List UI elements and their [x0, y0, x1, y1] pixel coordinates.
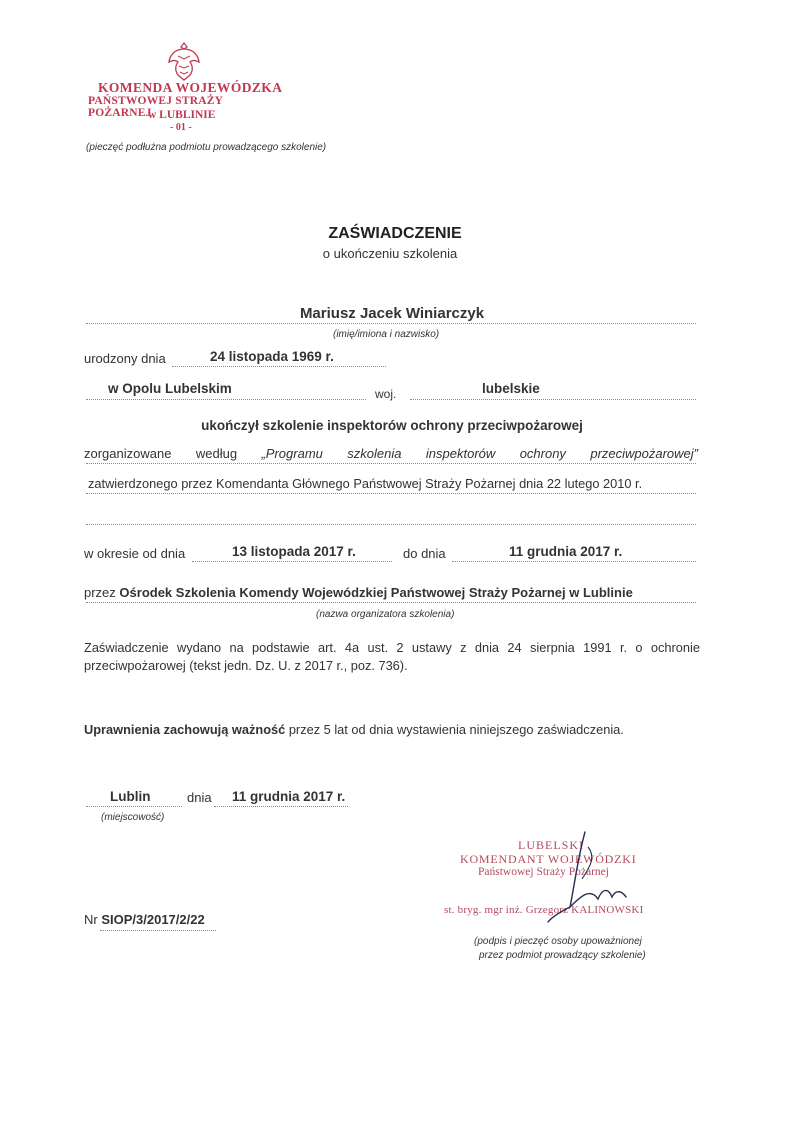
period-from: 13 listopada 2017 r.: [232, 544, 356, 559]
document-subtitle: o ukończeniu szkolenia: [322, 246, 458, 261]
organized-word: według: [195, 446, 238, 461]
handwritten-signature-icon: [530, 827, 640, 927]
organizer-caption: (nazwa organizatora szkolenia): [316, 609, 455, 620]
approved-dots: [86, 493, 696, 494]
validity-bold: Uprawnienia zachowują ważność: [84, 722, 286, 737]
organized-word: przeciwpożarowej”: [590, 446, 698, 461]
voivodeship-label: woj.: [375, 387, 397, 401]
issue-date-dots: [214, 806, 348, 807]
name-dotted-line: [86, 323, 696, 324]
completed-training: ukończył szkolenie inspektorów ochrony przeciwpożarowej: [201, 418, 583, 433]
born-date-dots: [172, 366, 386, 367]
approved-line: zatwierdzonego przez Komendanta Głównego Państwowej Straży Pożarnej dnia 22 lutego 2010 r.: [88, 476, 643, 491]
stamp-line-4: - 01 -: [170, 122, 192, 133]
organizer-name: Ośrodek Szkolenia Komendy Wojewódzkiej Państwowej Straży Pożarnej w Lublinie: [119, 585, 633, 600]
number-label: Nr: [84, 912, 98, 927]
period-label: w okresie od dnia: [84, 546, 186, 561]
organizer-dots: [86, 602, 696, 603]
stamp-line-1: KOMENDA WOJEWÓDZKA: [98, 80, 283, 95]
organized-word: szkolenia: [347, 446, 402, 461]
issue-place-dots: [86, 806, 182, 807]
born-place-dots: [86, 399, 366, 400]
stamp-line-2: PAŃSTWOWEJ STRAŻY POŻARNEJ: [88, 95, 223, 119]
name-caption: (imię/imiona i nazwisko): [333, 329, 440, 340]
number-dots: [100, 930, 216, 931]
voivodeship-dots: [410, 399, 696, 400]
period-to-dots: [452, 561, 696, 562]
place-caption: (miejscowość): [101, 812, 165, 823]
organized-word: inspektorów: [425, 446, 496, 461]
born-date: 24 listopada 1969 r.: [210, 349, 334, 364]
organized-word: „Programu: [261, 446, 323, 461]
signature-caption-2: przez podmiot prowadzący szkolenie): [479, 950, 646, 961]
organized-word: zorganizowane: [84, 446, 172, 461]
issue-day-label: dnia: [187, 790, 212, 805]
sig-stamp-line-3: Państwowej Straży Pożarnej: [478, 866, 609, 878]
number-value: SIOP/3/2017/2/22: [101, 912, 205, 927]
signature-stamp: [440, 835, 680, 945]
document-title: ZAŚWIADCZENIE: [328, 225, 462, 242]
sig-stamp-line-2: KOMENDANT WOJEWÓDZKI: [460, 852, 637, 866]
signature-caption-1: (podpis i pieczęć osoby upoważnionej: [474, 936, 642, 947]
period-to: 11 grudnia 2017 r.: [509, 544, 623, 559]
top-stamp: [88, 40, 288, 140]
legal-basis: Zaświadczenie wydano na podstawie art. 4a ust. 2 ustawy z dnia 24 sierpnia 1991 r. o ochronie przeciwpożarowej (tekst jedn. Dz. U. z 2017 r., poz. 736).: [84, 640, 700, 673]
organized-dots: [86, 463, 696, 464]
born-label: urodzony dnia: [84, 351, 166, 366]
eagle-emblem-icon: [166, 40, 202, 82]
period-to-label: do dnia: [403, 546, 446, 561]
validity-rest: przez 5 lat od dnia wystawienia niniejszego zaświadczenia.: [288, 722, 624, 737]
voivodeship-value: lubelskie: [482, 381, 540, 396]
sig-stamp-line-1: LUBELSKI: [518, 838, 584, 852]
organized-word: ochrony: [519, 446, 566, 461]
by-label: przez: [84, 585, 116, 600]
born-place: w Opolu Lubelskim: [108, 381, 232, 396]
organized-line: [84, 446, 698, 461]
issue-place: Lublin: [110, 789, 151, 804]
issue-date: 11 grudnia 2017 r.: [232, 789, 346, 804]
sig-stamp-line-4: st. bryg. mgr inż. Grzegorz KALINOWSKI: [444, 904, 644, 916]
stamp-line-3: w LUBLINIE: [148, 109, 216, 121]
holder-name: Mariusz Jacek Winiarczyk: [299, 305, 485, 322]
stamp-caption: (pieczęć podłużna podmiotu prowadzącego szkolenie): [86, 142, 327, 153]
period-from-dots: [192, 561, 392, 562]
validity-line: [84, 722, 624, 737]
document-number-line: [84, 912, 205, 927]
empty-dots: [86, 524, 696, 525]
organizer-line: [84, 585, 633, 600]
